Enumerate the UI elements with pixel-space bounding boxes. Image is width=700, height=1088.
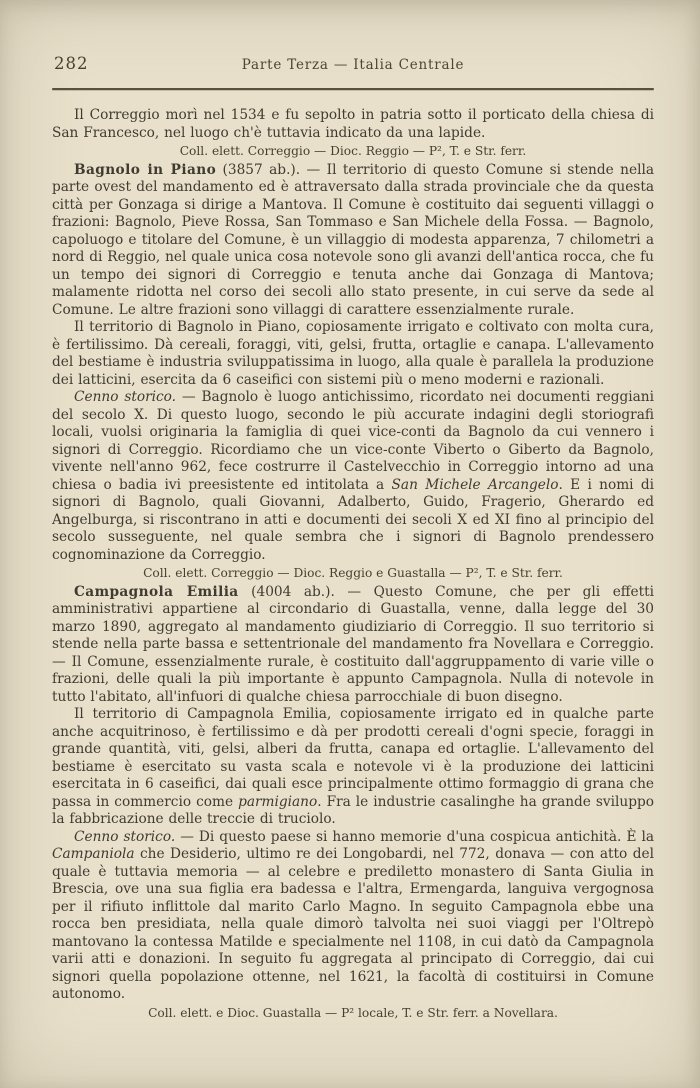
text-run: Il Correggio morì nel 1534 e fu sepolto in patria sotto il porticato della chiesa di San Francesco, nel luogo ch'è tuttavia indicato da una lapide.	[52, 107, 654, 141]
body-paragraph	[52, 584, 654, 707]
body-paragraph	[52, 162, 654, 320]
text-run: . Fra le industrie casalinghe ha grande sviluppo la fabbricazione delle treccie di truciolo.	[52, 793, 654, 827]
text-run: (3857 ab.). — Il territorio di questo Comune si stende nella parte ovest del mandamento ed è attraversato dalla strada provinciale che da questa città per Gonzaga si dirige a Mantova. Il Comune è costituito dai seguenti villaggi o frazioni: Bagnolo, Pieve Rossa, San Tommaso e San Michele della Fossa. — Bagnolo, capoluogo e titolare del Comune, è un villaggio di modesta apparenza, 7 chilometri a nord di Reggio, nel quale unica cosa notevole sono gli avanzi dell'antica rocca, che fu un tempo dei signori di Correggio e tenuta anche dai Gonzaga di Mantova; malamente ridotta nel corso dei secoli allo stato presente, in cui serve da sede al Comune. Le altre frazioni sono villaggi di carattere essenzialmente rurale.	[52, 161, 654, 318]
body-paragraph	[52, 319, 654, 389]
body-paragraph	[52, 829, 654, 1004]
text-run-italic: San Michele Arcangelo	[391, 476, 559, 493]
text-run: che Desiderio, ultimo re dei Longobardi, nel 772, donava — con atto del quale è tuttavia memoria — al celebre e prediletto monastero di Santa Giulia in Brescia, ove una sua figlia era badessa e l'altra, Ermengarda, languiva vergognosa per il rifiuto inflittole dal marito Carlo Magno. In seguito Campagnola ebbe una rocca ben presidiata, nella quale dimorò talvolta nei suoi viaggi per l'Oltrepò mantovano la contessa Matilde e specialmente nel 1108, in cui datò da Campagnola varii atti e donazioni. In seguito fu aggregata al principato di Correggio, dai cui signori quella popolazione ottenne, nel 1621, la facoltà di costituirsi in Comune autonomo.	[52, 846, 654, 1002]
text-run-italic: parmigiano	[238, 793, 318, 810]
credit-line	[52, 565, 654, 582]
text-run: Coll. elett. e Dioc. Guastalla — P² locale, T. e Str. ferr. a Novellara.	[148, 1005, 558, 1020]
text-run-italic: Cenno storico.	[74, 828, 176, 845]
text-run: Il territorio di Campagnola Emilia, copiosamente irrigato ed in qualche parte anche acquitrinoso, è fertilissimo e dà per prodotti cereali d'ogni specie, foraggi in grande quantità, viti, gelsi, alberi da frutta, canapa ed ortaglie. L'allevamento del bestiame è esercitato su vasta scala e notevole vi è la produzione dei latticini esercitata in 6 caseifici, dai quali esce principalmente ottimo formaggio di grana che passa in commercio come	[52, 706, 654, 810]
text-run-italic: Cenno storico.	[74, 389, 177, 405]
text-run-italic: Campaniola	[52, 846, 135, 862]
text-run: Coll. elett. Correggio — Dioc. Reggio — P², T. e Str. ferr.	[179, 144, 527, 158]
running-header-title: Parte Terza — Italia Centrale	[241, 57, 465, 73]
text-run: — Bagnolo è luogo antichissimo, ricordato nei documenti reggiani del secolo X. Di questo luogo, secondo le più accurate indagini degli storiografi locali, vuolsi originaria la famiglia di quei vice-conti da Bagnolo da cui vennero i signori di Correggio. Ricordiamo che un vice-conte Viberto o Giberto da Bagnolo, vivente nell'anno 962, fece costrurre il Castelvecchio in Correggio intorno ad una chiesa o badia ivi preesistente ed intitolata a	[52, 389, 654, 493]
body-paragraph	[52, 107, 654, 142]
text-run: Coll. elett. Correggio — Dioc. Reggio e Guastalla — P², T. e Str. ferr.	[143, 566, 563, 580]
body-paragraph	[52, 389, 654, 564]
text-run: (4004 ab.). — Questo Comune, che per gli effetti amministrativi appartiene al circondario di Guastalla, venne, dalla legge del 30 marzo 1890, aggregato al mandamento giudiziario di Correggio. Il suo territorio si stende nella parte bassa e settentrionale del mandamento fra Novellara e Correggio. — Il Comune, essenzialmente rurale, è costituito dall'aggruppamento di varie ville o frazioni, delle quali la più importante è appunto Campagnola. Nulla di notevole in tutto l'abitato, all'infuori di qualche chiesa parrocchiale di buon disegno.	[52, 583, 654, 705]
credit-line	[52, 1005, 654, 1022]
page-content	[52, 54, 654, 1023]
running-header	[52, 54, 654, 75]
page-number: 282	[54, 54, 89, 73]
text-run: — Di questo paese si hanno memorie d'una cospicua antichità. È la	[175, 828, 654, 845]
text-run: Il territorio di Bagnolo in Piano, copiosamente irrigato e coltivato con molta cura, è fertilissimo. Dà cereali, foraggi, viti, gelsi, frutta, ortaglie e canapa. L'allevamento del bestiame è industria sviluppatissima in luogo, alla quale è parallela la produzione dei latticini, esercita da 6 caseifici con sistemi più o meno moderni e razionali.	[52, 319, 654, 388]
header-rule	[52, 88, 654, 90]
text-body	[52, 107, 654, 1021]
credit-line	[52, 143, 654, 160]
text-run-bold: Campagnola Emilia	[74, 583, 239, 600]
body-paragraph	[52, 706, 654, 829]
text-run-bold: Bagnolo in Piano	[74, 161, 217, 178]
text-run: . E i nomi di signori di Bagnolo, quali Giovanni, Adalberto, Guido, Fragerio, Gherardo ed Angelburga, si riscontrano in atti e documenti dei secoli X ed XI fino al principio del secolo susseguente, nel quale sembra che i signori di Bagnolo prendessero cognominazione da Correggio.	[52, 476, 654, 563]
